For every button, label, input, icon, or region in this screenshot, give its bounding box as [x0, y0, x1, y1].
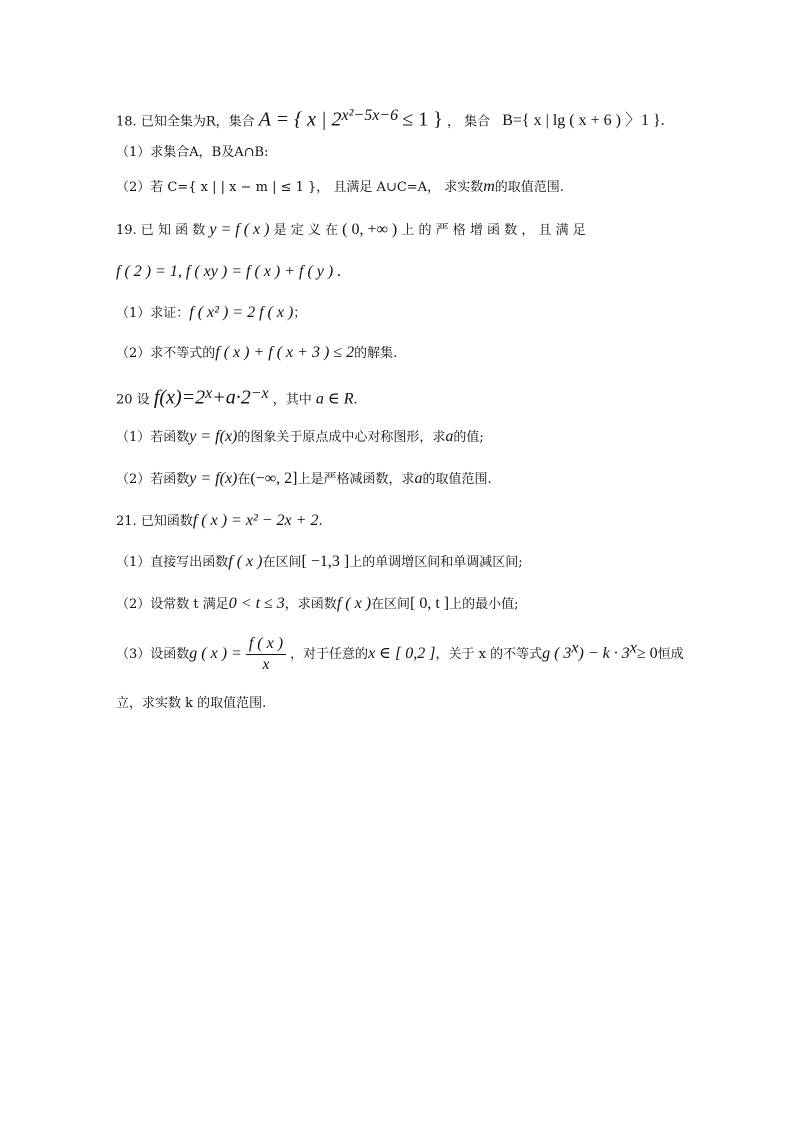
question-text: 的取值范围.: [422, 472, 492, 487]
inequality-expression: g ( 3: [542, 645, 572, 662]
set-a-exponent: x²−5x−6: [341, 107, 399, 124]
fraction: [246, 634, 286, 675]
function-expression: f ( x ) = x² − 2x + 2: [192, 512, 319, 529]
problem-21-statement: [116, 511, 323, 532]
question-text: （2）若 C={ x | | x − m | ≤ 1 }， 且满足 A∪C=A， 求实数: [116, 180, 484, 195]
inequality-expression: ≥ 0: [636, 645, 658, 662]
exponent: −x: [250, 385, 269, 402]
exponent: x: [205, 385, 213, 402]
question-text: （2）设常数 t 满足: [116, 597, 229, 612]
question-text: （1）若函数: [116, 430, 190, 445]
question-text: ，关于 x 的不等式: [435, 647, 543, 662]
question-text: （1）求证：: [116, 306, 190, 321]
fraction-numerator: f ( x ): [246, 634, 286, 655]
math-expression: y = f(x): [189, 470, 238, 487]
question-text: 的值;: [453, 430, 484, 445]
statement-text: .: [318, 514, 323, 529]
statement-text: ，其中: [272, 392, 312, 408]
statement-text: 已知全集为R，集合: [140, 114, 255, 130]
problem-19-statement: [116, 220, 586, 241]
fraction-denominator: x: [262, 656, 270, 673]
exponent: x: [571, 639, 579, 657]
statement-text: .: [353, 392, 358, 408]
question-text: 恒成: [657, 647, 684, 662]
question-text: 的图象关于原点成中心对称图形，求: [237, 430, 446, 445]
question-text: 上是严格减函数，求: [297, 472, 415, 487]
question-text: 立，求实数 k 的取值范围.: [116, 696, 267, 711]
statement-text: 19. 已 知 函 数: [116, 223, 206, 238]
question-text: 上的单调增区间和单调减区间;: [349, 555, 523, 570]
statement-text: 是 定 义 在: [273, 223, 339, 238]
problem-number: 20: [116, 392, 133, 408]
math-expression: y = f(x): [189, 428, 238, 445]
math-expression: f ( x ) + f ( x + 3 ) ≤ 2: [215, 344, 355, 361]
problem-21-part-2: [116, 594, 519, 615]
problem-18-part-2: [116, 177, 564, 198]
function-expression: y = f ( x ): [209, 221, 270, 238]
question-text: 在: [237, 472, 251, 487]
problem-20-part-2: [116, 469, 492, 490]
set-a-expression: A = { x | 2: [258, 108, 342, 131]
math-expression: f ( x² ) = 2 f ( x ): [189, 304, 294, 321]
interval-expression: [ 0, t ]: [410, 595, 450, 612]
problem-21-part-1: [116, 552, 523, 573]
question-text: 在区间: [371, 597, 411, 612]
problem-18-statement: [116, 106, 665, 132]
question-text: 上的最小值;: [449, 597, 519, 612]
statement-text: 已知函数: [140, 514, 193, 529]
problem-18-part-1: [116, 143, 268, 163]
variable-a: a: [445, 428, 454, 445]
statement-text: 设: [136, 392, 150, 408]
interval-expression: [ −1,3 ]: [301, 553, 350, 570]
question-text: （2）若函数: [116, 472, 190, 487]
functional-equation: f ( 2 ) = 1, f ( xy ) = f ( x ) + f ( y ) .: [116, 263, 342, 280]
question-text: （2）求不等式的: [116, 346, 216, 361]
problem-19-part-1: [116, 303, 306, 324]
interval-expression: ( 0, +∞ ): [342, 221, 398, 238]
variable-a: a: [414, 470, 423, 487]
problem-19-condition: [116, 262, 341, 283]
question-text: （3）设函数: [116, 647, 190, 662]
statement-text: 上 的 严 格 增 函 数 ， 且 满 足: [401, 223, 586, 238]
interval-expression: (−∞, 2]: [250, 470, 298, 487]
question-text: 的取值范围.: [494, 180, 564, 195]
exponent: x: [629, 639, 637, 657]
function-expression: f(x)=2: [153, 386, 206, 409]
question-text: （1）直接写出函数: [116, 555, 229, 570]
problem-20-statement: [116, 384, 358, 410]
problem-20-part-1: [116, 427, 484, 448]
question-text: ；: [293, 306, 307, 321]
problem-number: 21.: [116, 514, 137, 529]
function-expression: g ( x ) =: [189, 645, 242, 662]
condition-expression: a ∈ R: [315, 390, 354, 408]
variable-m: m: [483, 178, 495, 195]
problem-21-part-3-continued: [116, 694, 266, 714]
set-b-expression: B={ x | lg ( x + 6 ) 〉1 }.: [502, 112, 665, 130]
problem-19-part-2: [116, 343, 397, 364]
question-text: 的解集.: [354, 346, 398, 361]
question-text: ，对于任意的: [290, 647, 369, 662]
question-text: ，求函数: [284, 597, 337, 612]
condition-expression: 0 < t ≤ 3: [228, 595, 285, 612]
function-expression: +a·2: [212, 386, 251, 409]
inequality-expression: ) − k · 3: [578, 645, 630, 662]
question-text: （1）求集合A，B及A∩B:: [116, 145, 269, 160]
problem-21-part-3: [116, 634, 684, 675]
range-expression: x ∈ [ 0,2 ]: [368, 645, 436, 662]
problem-number: 18.: [116, 114, 137, 130]
math-expression: f ( x ): [336, 595, 372, 612]
question-text: 在区间: [262, 555, 302, 570]
math-expression: f ( x ): [228, 553, 263, 570]
statement-text: ， 集合: [446, 114, 491, 130]
set-a-inequality: ≤ 1 }: [402, 108, 443, 131]
